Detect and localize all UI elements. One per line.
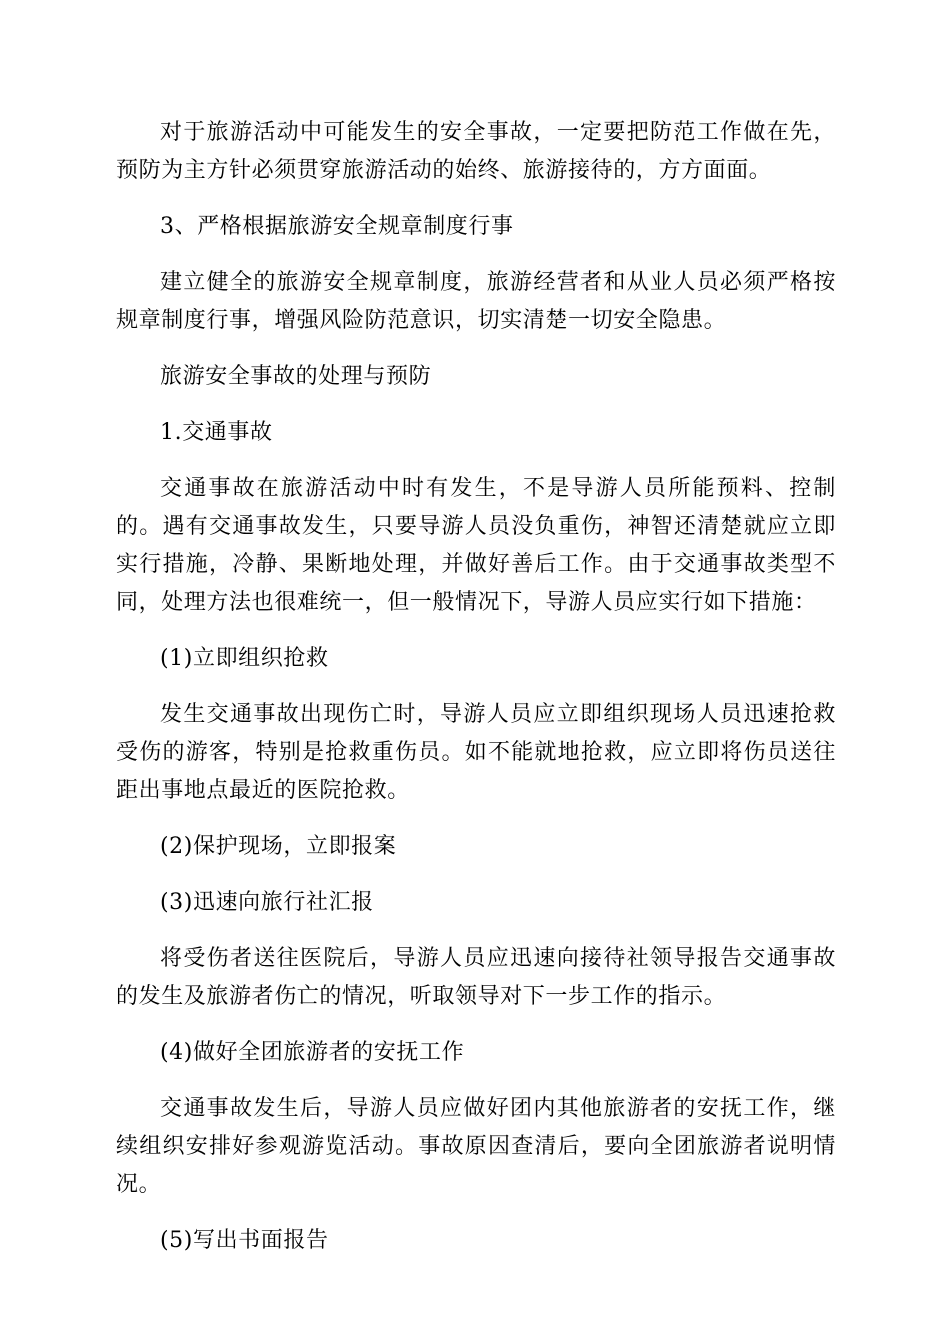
spacer bbox=[116, 1016, 836, 1034]
spacer bbox=[116, 452, 836, 470]
spacer bbox=[116, 866, 836, 884]
heading-report-agency: (3)迅速向旅行社汇报 bbox=[160, 890, 374, 915]
spacer bbox=[116, 1072, 836, 1090]
heading-reassure-tourists: (4)做好全团旅游者的安抚工作 bbox=[160, 1040, 465, 1065]
heading-traffic-accident: 1.交通事故 bbox=[160, 420, 273, 445]
heading-accident-handling: 旅游安全事故的处理与预防 bbox=[160, 364, 432, 389]
spacer bbox=[116, 1204, 836, 1222]
heading-safety-rules: 3、严格根据旅游安全规章制度行事 bbox=[160, 214, 514, 239]
spacer bbox=[116, 396, 836, 414]
paragraph-safety-rules: 建立健全的旅游安全规章制度，旅游经营者和从业人员必须严格按规章制度行事，增强风险防范意识，切实清楚一切安全隐患。 bbox=[116, 270, 836, 333]
heading-written-report: (5)写出书面报告 bbox=[160, 1228, 329, 1253]
spacer bbox=[116, 190, 836, 208]
paragraph-prevention-first: 对于旅游活动中可能发生的安全事故，一定要把防范工作做在先，预防为主方针必须贯穿旅游活动的始终、旅游接待的，方方面面。 bbox=[116, 120, 836, 183]
paragraph-reassure-tourists: 交通事故发生后，导游人员应做好团内其他旅游者的安抚工作，继续组织安排好参观游览活动。事故原因查清后，要向全团旅游者说明情况。 bbox=[116, 1096, 836, 1197]
paragraph-traffic-accident: 交通事故在旅游活动中时有发生，不是导游人员所能预料、控制的。遇有交通事故发生，只要导游人员没负重伤，神智还清楚就应立即实行措施，冷静、果断地处理，并做好善后工作。由于交通事故类型不同，处理方法也很难统一，但一般情况下，导游人员应实行如下措施： bbox=[116, 476, 836, 615]
document-body bbox=[116, 114, 836, 1260]
heading-rescue: (1)立即组织抢救 bbox=[160, 646, 329, 671]
heading-protect-scene: (2)保护现场，立即报案 bbox=[160, 834, 397, 859]
spacer bbox=[116, 922, 836, 940]
spacer bbox=[116, 622, 836, 640]
spacer bbox=[116, 678, 836, 696]
spacer bbox=[116, 810, 836, 828]
paragraph-report-agency: 将受伤者送往医院后，导游人员应迅速向接待社领导报告交通事故的发生及旅游者伤亡的情况，听取领导对下一步工作的指示。 bbox=[116, 946, 836, 1009]
spacer bbox=[116, 246, 836, 264]
paragraph-rescue: 发生交通事故出现伤亡时，导游人员应立即组织现场人员迅速抢救受伤的游客，特别是抢救重伤员。如不能就地抢救，应立即将伤员送往距出事地点最近的医院抢救。 bbox=[116, 702, 836, 803]
spacer bbox=[116, 340, 836, 358]
